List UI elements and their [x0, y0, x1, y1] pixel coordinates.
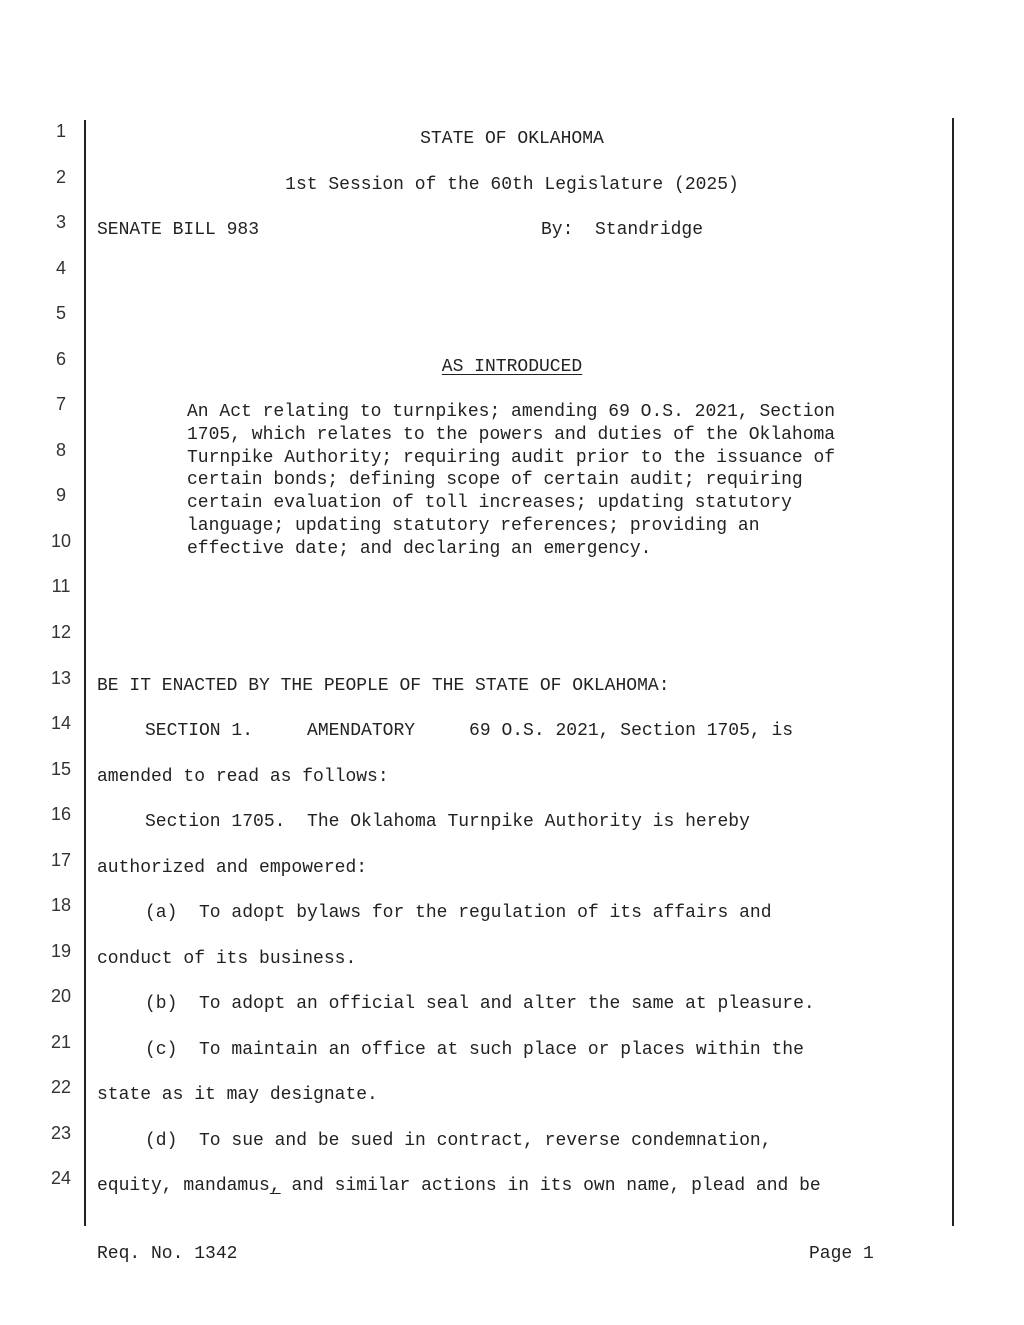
enacting-clause: BE IT ENACTED BY THE PEOPLE OF THE STATE OF OKLAHOMA: [97, 676, 670, 696]
line-number: 7 [55, 394, 66, 414]
line-number: 2 [55, 167, 66, 187]
line-number: 5 [55, 303, 66, 323]
bill-number: SENATE BILL 983 [97, 220, 260, 240]
line-number: 4 [55, 258, 66, 278]
text-run: equity, mandamus [97, 1176, 270, 1196]
line-number: 17 [50, 850, 72, 870]
paragraph-b: (b) To adopt an official seal and alter the same at pleasure. [145, 994, 815, 1014]
section-1705-text: authorized and empowered: [97, 858, 368, 878]
text-run: and similar actions in its own name, plead and be [280, 1176, 821, 1196]
line-number: 19 [50, 941, 72, 961]
line-number: 16 [50, 804, 72, 824]
page-number: Page 1 [809, 1244, 874, 1264]
line-number: 1 [55, 121, 66, 141]
line-number: 3 [55, 212, 66, 232]
line-number: 13 [50, 668, 72, 688]
line-number: 12 [50, 622, 72, 642]
line-number: 6 [55, 349, 66, 369]
line-number: 14 [50, 713, 72, 733]
line-number: 18 [50, 895, 72, 915]
paragraph-d: (d) To sue and be sued in contract, reverse condemnation, [145, 1131, 772, 1151]
state-heading: STATE OF OKLAHOMA [420, 129, 604, 149]
line-number: 21 [50, 1032, 72, 1052]
paragraph-c: (c) To maintain an office at such place or places within the [145, 1040, 804, 1060]
paragraph-c-cont: state as it may designate. [97, 1085, 378, 1105]
bill-author: By: Standridge [541, 220, 704, 240]
paragraph-a-cont: conduct of its business. [97, 949, 357, 969]
line-number: 20 [50, 986, 72, 1006]
line-number: 24 [50, 1168, 72, 1188]
line-number: 15 [50, 759, 72, 779]
bill-synopsis: An Act relating to turnpikes; amending 69 O.S. 2021, Section 1705, which relates to the powers and duties of the Oklahoma Turnpike Authority; requiring audit prior to the issuance of certain bonds; defining scope of certain audit; requiring certain evaluation of toll increases; updating statutory language; updating statutory references; providing an effective date; and declaring an emergency. [187, 402, 836, 559]
session-heading: 1st Session of the 60th Legislature (2025) [285, 175, 739, 195]
section-1-text: amended to read as follows: [97, 767, 389, 787]
request-number: Req. No. 1342 [97, 1244, 238, 1264]
paragraph-d-cont [97, 1175, 821, 1197]
section-1-heading: SECTION 1. AMENDATORY 69 O.S. 2021, Section 1705, is [145, 721, 794, 741]
left-margin-rule [84, 120, 86, 1226]
line-number: 22 [50, 1077, 72, 1097]
line-number: 8 [55, 440, 66, 460]
right-margin-rule [952, 118, 954, 1226]
line-number: 23 [50, 1123, 72, 1143]
section-1705-intro: Section 1705. The Oklahoma Turnpike Authority is hereby [145, 812, 750, 832]
inserted-text: , [269, 1176, 281, 1196]
line-number: 10 [50, 531, 72, 551]
line-number: 9 [55, 485, 66, 505]
paragraph-a: (a) To adopt bylaws for the regulation of its affairs and [145, 903, 772, 923]
line-number: 11 [51, 576, 71, 596]
status-heading: AS INTRODUCED [441, 357, 583, 377]
